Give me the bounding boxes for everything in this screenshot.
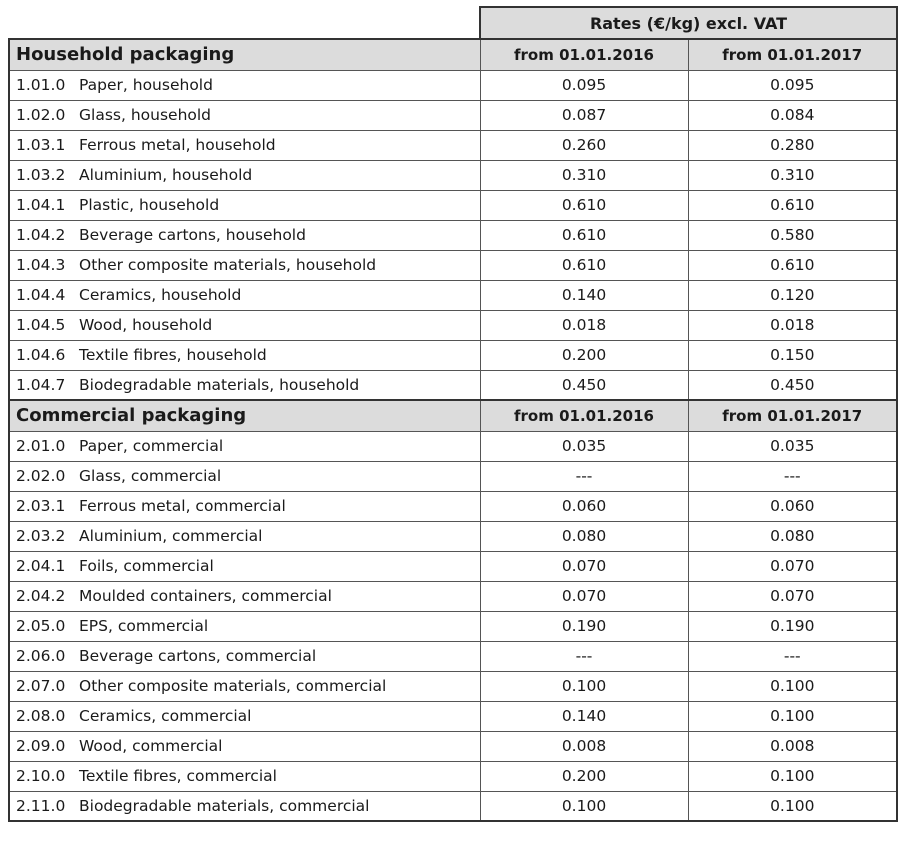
item-name: Other composite materials, household xyxy=(79,256,377,274)
rate-2017-cell: 0.120 xyxy=(688,280,897,310)
table-row xyxy=(9,310,897,340)
item-label-cell xyxy=(9,611,480,641)
item-label-cell xyxy=(9,310,480,340)
rate-2017-cell: --- xyxy=(688,461,897,491)
table-row xyxy=(9,220,897,250)
item-name: Aluminium, household xyxy=(79,166,253,184)
household-section xyxy=(9,39,897,400)
item-name: Plastic, household xyxy=(79,196,220,214)
item-label-cell xyxy=(9,220,480,250)
rate-2017-cell: 0.280 xyxy=(688,130,897,160)
rate-2017-cell: 0.070 xyxy=(688,551,897,581)
item-label-cell xyxy=(9,431,480,461)
item-label-cell xyxy=(9,130,480,160)
item-code: 2.10.0 xyxy=(16,767,66,785)
commercial-header-row xyxy=(9,400,897,431)
item-code: 1.04.3 xyxy=(16,256,66,274)
item-code: 1.04.6 xyxy=(16,346,66,364)
rate-2016-cell: 0.080 xyxy=(480,521,688,551)
item-name: EPS, commercial xyxy=(79,617,209,635)
rate-2016-cell: 0.610 xyxy=(480,190,688,220)
item-code: 2.09.0 xyxy=(16,737,66,755)
table-row xyxy=(9,70,897,100)
item-label-cell xyxy=(9,641,480,671)
item-code: 1.04.2 xyxy=(16,226,66,244)
item-name: Moulded containers, commercial xyxy=(79,587,332,605)
item-code: 2.08.0 xyxy=(16,707,66,725)
item-code: 2.02.0 xyxy=(16,467,66,485)
rate-2016-cell: 0.070 xyxy=(480,581,688,611)
rate-2016-cell: --- xyxy=(480,641,688,671)
item-name: Beverage cartons, household xyxy=(79,226,306,244)
rate-2017-cell: 0.080 xyxy=(688,521,897,551)
item-name: Biodegradable materials, commercial xyxy=(79,796,370,815)
rates-title-row xyxy=(9,7,897,39)
item-label-cell xyxy=(9,581,480,611)
item-code: 1.03.1 xyxy=(16,136,66,154)
item-label-cell xyxy=(9,761,480,791)
rate-2017-cell: 0.018 xyxy=(688,310,897,340)
rate-2016-cell: 0.310 xyxy=(480,160,688,190)
table-row xyxy=(9,731,897,761)
table-row xyxy=(9,701,897,731)
item-name: Wood, household xyxy=(79,316,213,334)
item-label-cell xyxy=(9,70,480,100)
rate-2017-cell: 0.310 xyxy=(688,160,897,190)
rate-2016-cell: 0.610 xyxy=(480,250,688,280)
rate-2016-cell: 0.070 xyxy=(480,551,688,581)
item-code: 1.04.5 xyxy=(16,316,66,334)
household-col-2016-header: from 01.01.2016 xyxy=(480,39,688,70)
item-label-cell xyxy=(9,340,480,370)
item-label-cell xyxy=(9,491,480,521)
household-col-2017-header: from 01.01.2017 xyxy=(688,39,897,70)
rate-2016-cell: 0.060 xyxy=(480,491,688,521)
table-row xyxy=(9,340,897,370)
table-row xyxy=(9,791,897,821)
household-header-row xyxy=(9,39,897,70)
rate-2017-cell: 0.150 xyxy=(688,340,897,370)
rate-2017-cell: 0.580 xyxy=(688,220,897,250)
rate-2016-cell: 0.087 xyxy=(480,100,688,130)
rate-2016-cell: --- xyxy=(480,461,688,491)
item-label-cell xyxy=(9,160,480,190)
rate-2016-cell: 0.190 xyxy=(480,611,688,641)
rate-2017-cell: --- xyxy=(688,641,897,671)
item-name: Ferrous metal, household xyxy=(79,136,276,154)
item-label-cell xyxy=(9,521,480,551)
item-name: Wood, commercial xyxy=(79,737,223,755)
item-code: 2.11.0 xyxy=(16,796,66,815)
item-code: 2.01.0 xyxy=(16,437,66,455)
item-code: 1.02.0 xyxy=(16,106,66,124)
table-row xyxy=(9,521,897,551)
item-name: Ferrous metal, commercial xyxy=(79,497,286,515)
rates-title: Rates (€/kg) excl. VAT xyxy=(480,7,897,39)
table-row xyxy=(9,250,897,280)
item-name: Glass, commercial xyxy=(79,467,222,485)
table-row xyxy=(9,461,897,491)
rate-2017-cell: 0.610 xyxy=(688,250,897,280)
rate-2017-cell: 0.095 xyxy=(688,70,897,100)
rate-2016-cell: 0.095 xyxy=(480,70,688,100)
rate-2017-cell: 0.084 xyxy=(688,100,897,130)
item-name: Glass, household xyxy=(79,106,212,124)
rate-2016-cell: 0.035 xyxy=(480,431,688,461)
table-row xyxy=(9,551,897,581)
rate-2016-cell: 0.100 xyxy=(480,671,688,701)
table-row xyxy=(9,280,897,310)
item-name: Aluminium, commercial xyxy=(79,527,263,545)
rate-2017-cell: 0.008 xyxy=(688,731,897,761)
table-row xyxy=(9,761,897,791)
item-name: Paper, household xyxy=(79,76,213,94)
item-label-cell xyxy=(9,250,480,280)
rate-2016-cell: 0.200 xyxy=(480,761,688,791)
rate-2017-cell: 0.100 xyxy=(688,791,897,821)
rate-2016-cell: 0.200 xyxy=(480,340,688,370)
rate-2017-cell: 0.035 xyxy=(688,431,897,461)
item-code: 2.03.1 xyxy=(16,497,66,515)
rate-2017-cell: 0.190 xyxy=(688,611,897,641)
item-label-cell xyxy=(9,190,480,220)
rate-2016-cell: 0.140 xyxy=(480,280,688,310)
item-label-cell xyxy=(9,370,480,400)
rate-2017-cell: 0.060 xyxy=(688,491,897,521)
table-row xyxy=(9,160,897,190)
item-code: 1.04.1 xyxy=(16,196,66,214)
item-code: 1.03.2 xyxy=(16,166,66,184)
table-row xyxy=(9,190,897,220)
table-row xyxy=(9,671,897,701)
commercial-section-title: Commercial packaging xyxy=(9,400,480,431)
table-row xyxy=(9,130,897,160)
table-row xyxy=(9,641,897,671)
item-label-cell xyxy=(9,701,480,731)
item-code: 2.03.2 xyxy=(16,527,66,545)
rate-2017-cell: 0.100 xyxy=(688,761,897,791)
item-code: 2.04.2 xyxy=(16,587,66,605)
item-code: 2.06.0 xyxy=(16,647,66,665)
rate-2016-cell: 0.100 xyxy=(480,791,688,821)
item-name: Foils, commercial xyxy=(79,557,214,575)
rate-2017-cell: 0.100 xyxy=(688,701,897,731)
item-name: Textile fibres, household xyxy=(79,346,267,364)
rate-2016-cell: 0.450 xyxy=(480,370,688,400)
table-row xyxy=(9,431,897,461)
item-name: Paper, commercial xyxy=(79,437,224,455)
commercial-col-2017-header: from 01.01.2017 xyxy=(688,400,897,431)
item-code: 1.04.4 xyxy=(16,286,66,304)
item-code: 2.05.0 xyxy=(16,617,66,635)
item-label-cell xyxy=(9,461,480,491)
table-row xyxy=(9,370,897,400)
item-name: Beverage cartons, commercial xyxy=(79,647,317,665)
table-row xyxy=(9,491,897,521)
rate-2016-cell: 0.260 xyxy=(480,130,688,160)
commercial-col-2016-header: from 01.01.2016 xyxy=(480,400,688,431)
rate-2016-cell: 0.140 xyxy=(480,701,688,731)
item-name: Textile fibres, commercial xyxy=(79,767,277,785)
item-label-cell xyxy=(9,280,480,310)
item-code: 2.04.1 xyxy=(16,557,66,575)
item-name: Ceramics, commercial xyxy=(79,707,252,725)
rate-2016-cell: 0.018 xyxy=(480,310,688,340)
table-row xyxy=(9,611,897,641)
commercial-section xyxy=(9,400,897,821)
item-code: 1.01.0 xyxy=(16,76,66,94)
rate-2017-cell: 0.100 xyxy=(688,671,897,701)
blank-corner-cell xyxy=(9,7,480,39)
rate-2017-cell: 0.070 xyxy=(688,581,897,611)
item-label-cell xyxy=(9,100,480,130)
item-name: Biodegradable materials, household xyxy=(79,375,360,394)
rate-2017-cell: 0.610 xyxy=(688,190,897,220)
rates-table xyxy=(8,6,898,822)
item-label-cell xyxy=(9,731,480,761)
item-code: 1.04.7 xyxy=(16,375,66,394)
item-code: 2.07.0 xyxy=(16,677,66,695)
item-name: Ceramics, household xyxy=(79,286,242,304)
table-row xyxy=(9,581,897,611)
household-section-title: Household packaging xyxy=(9,39,480,70)
item-label-cell xyxy=(9,791,480,821)
item-name: Other composite materials, commercial xyxy=(79,677,387,695)
rate-2017-cell: 0.450 xyxy=(688,370,897,400)
item-label-cell xyxy=(9,551,480,581)
item-label-cell xyxy=(9,671,480,701)
rate-2016-cell: 0.610 xyxy=(480,220,688,250)
rate-2016-cell: 0.008 xyxy=(480,731,688,761)
table-row xyxy=(9,100,897,130)
